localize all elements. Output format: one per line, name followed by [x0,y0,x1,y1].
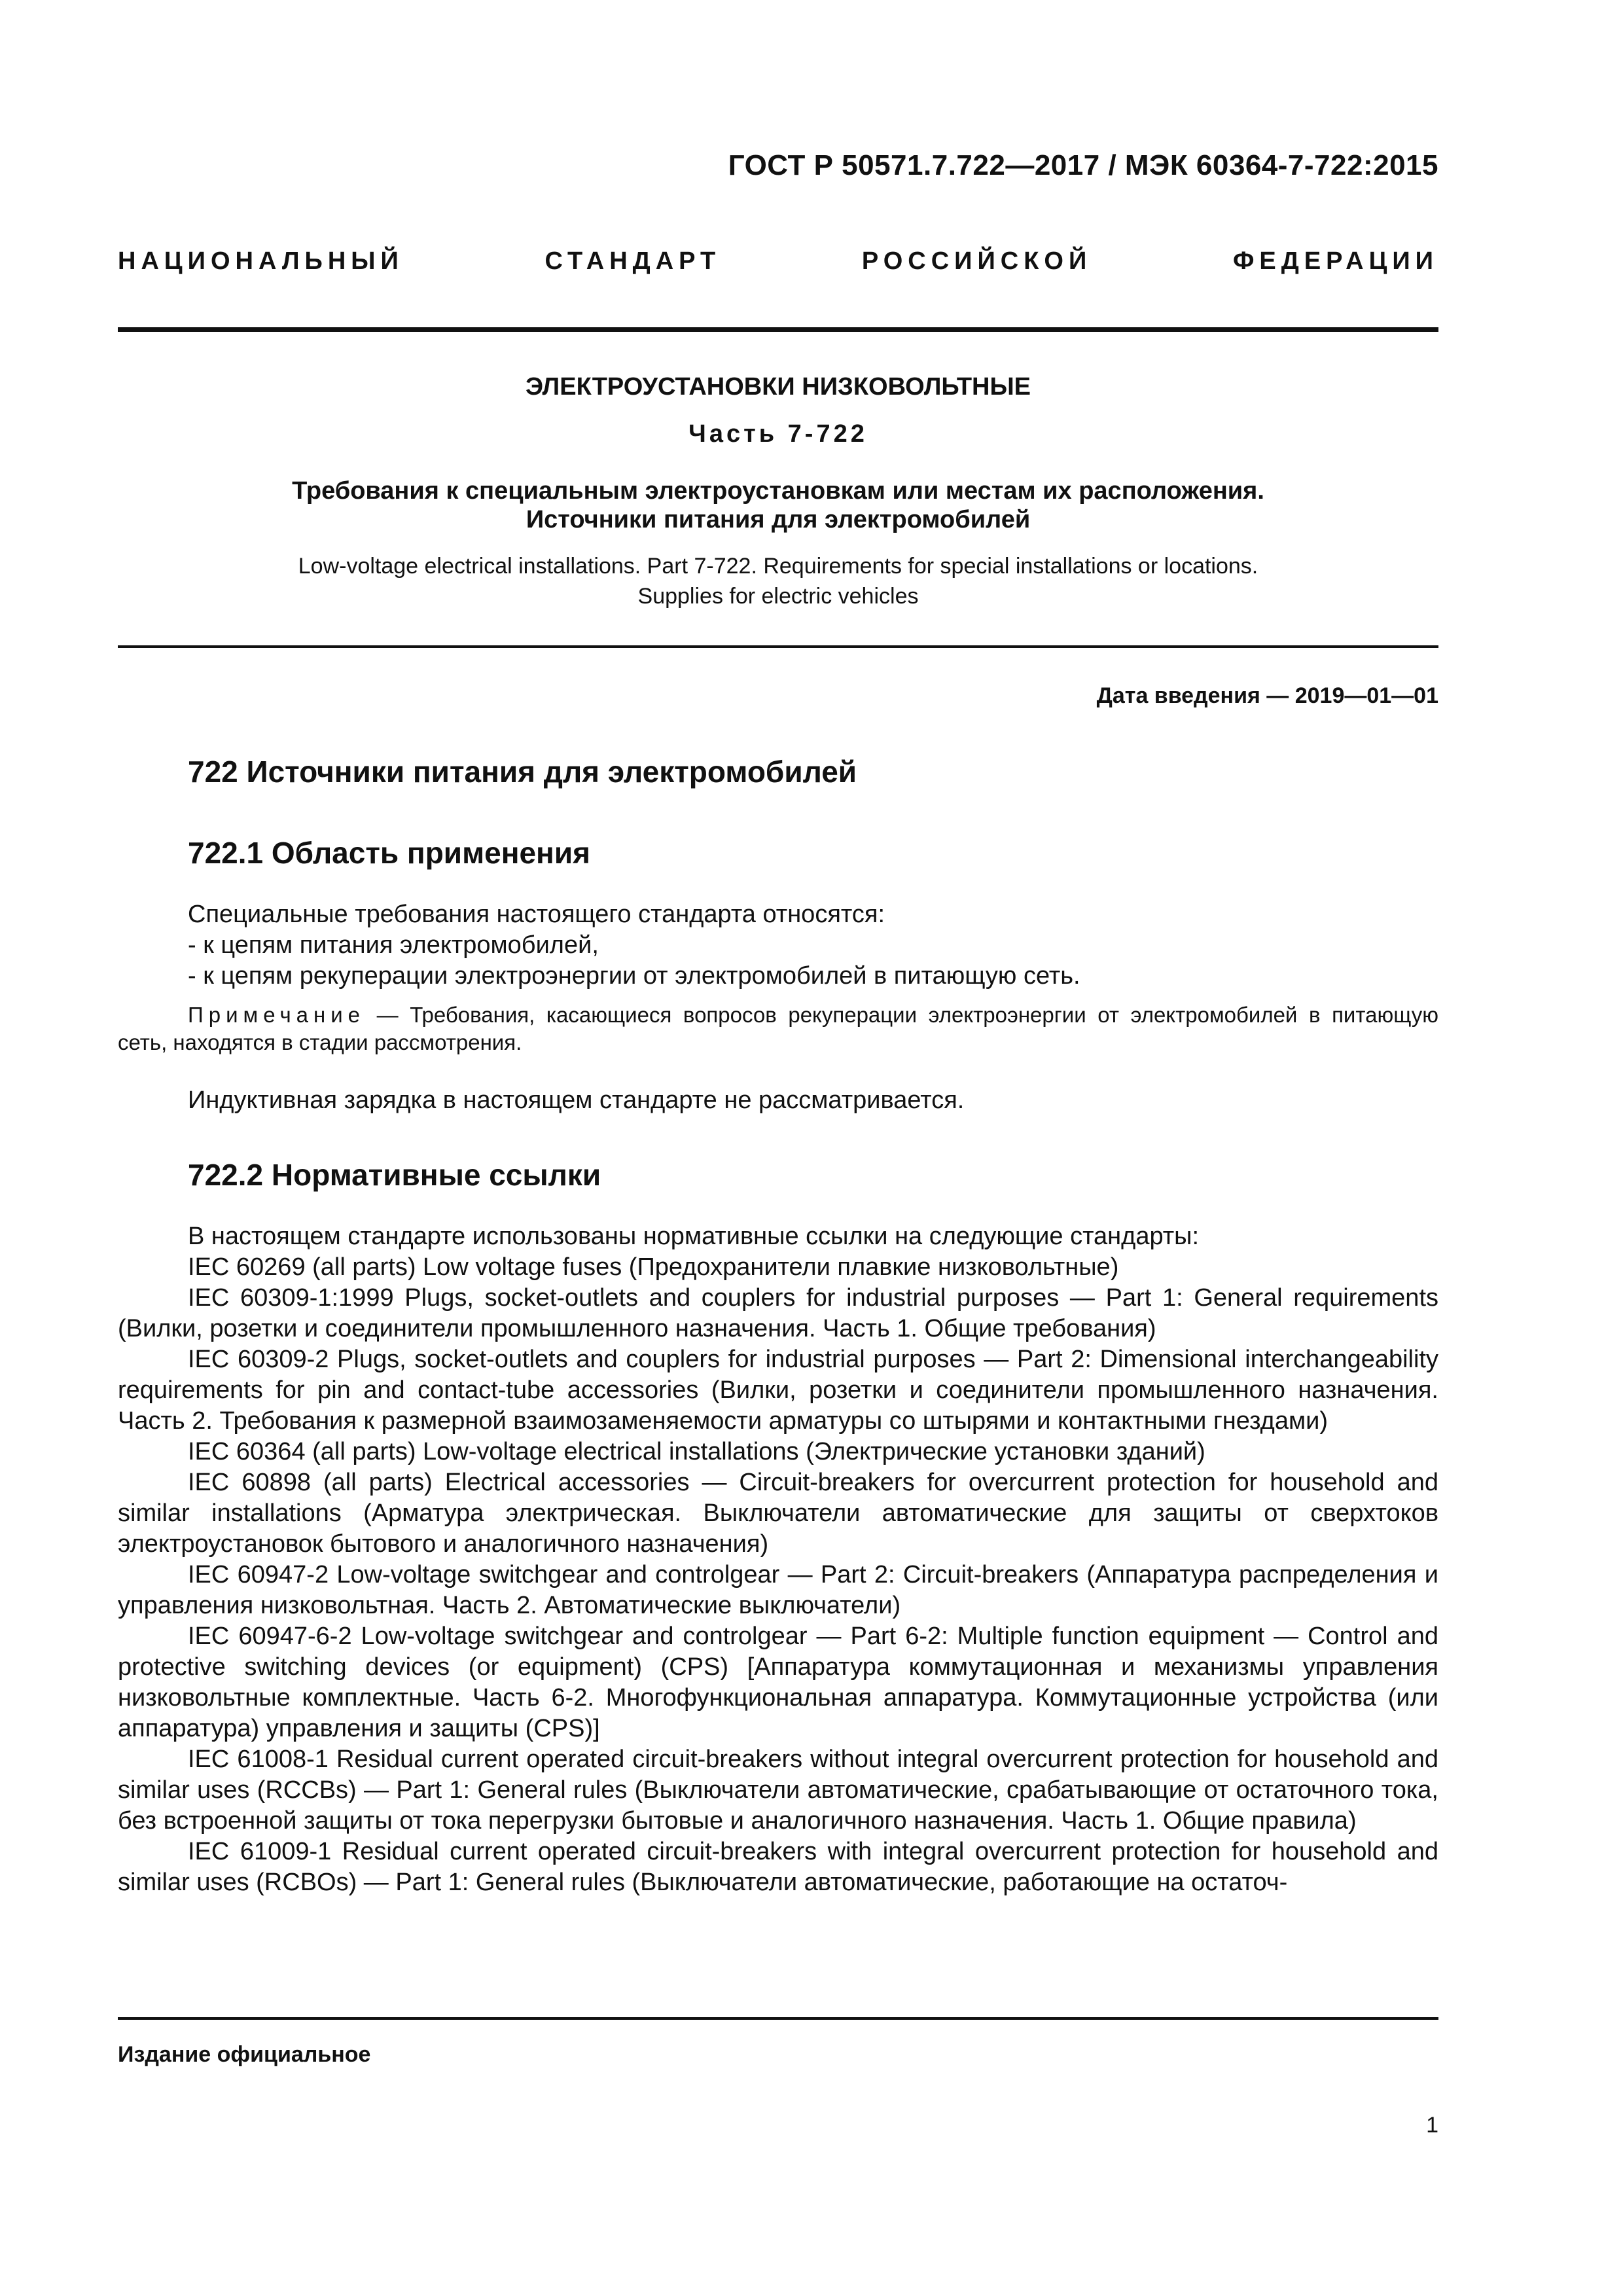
reference-item: IEC 61009-1 Residual current operated circuit-breakers with integral overcurrent protection for household and similar uses (RCBOs) — Part 1: General rules (Выключатели автоматические, работающие на остаточ- [118,1838,1438,1896]
subtitle-line: Требования к специальным электроустановкам или местам их расположения. [292,477,1264,505]
document-page [118,0,1438,2296]
footer-divider [118,2017,1438,2020]
reference-item: IEC 60309-1:1999 Plugs, socket-outlets and couplers for industrial purposes — Part 1: General requirements (Вилки, розетки и соединители промышленного назначения. Часть 1. Общие требования) [118,1284,1438,1342]
section-heading-scope: 722.1 Область применения [188,836,590,870]
reference-item: IEC 60309-2 Plugs, socket-outlets and couplers for industrial purposes — Part 2: Dimensional interchangeability requirements for pin and contact-tube accessories (Вилки, розетки и соединители промышленного назначения. Часть 2. Требования к размерной взаимозаменяемости арматуры со штырями и контактными гнездами) [118,1346,1438,1435]
subtitle-line: Источники питания для электромобилей [526,506,1031,533]
scope-line: - к цепям питания электромобилей, [188,931,599,959]
document-title: ЭЛЕКТРОУСТАНОВКИ НИЗКОВОЛЬТНЫЕ [525,373,1031,401]
section-heading-722: 722 Источники питания для электромобилей [188,755,857,789]
english-title [118,551,1438,611]
edition-label: Издание официальное [118,2042,371,2067]
note-text: — Требования, касающиеся вопросов рекуперации электроэнергии от электромобилей в питающую сеть, находятся в стадии рассмотрения. [118,1003,1438,1054]
scope-paragraph [118,899,1438,992]
reference-item: IEC 60947-6-2 Low-voltage switchgear and controlgear — Part 6-2: Multiple function equipment — Control and protective switching devices (or equipment) (CPS) [Аппаратура коммутационная и механизмы управления низковольтные комплектные. Часть 6-2. Многофункциональная аппаратура. Коммутационные устройства (или аппаратура) управления и защиты (CPS)] [118,1623,1438,1742]
scope-line: Специальные требования настоящего стандарта относятся: [188,901,885,928]
reference-item: IEC 60898 (all parts) Electrical accessories — Circuit-breakers for overcurrent protection for household and similar installations (Арматура электрическая. Выключатели автоматические для защиты от сверхтоков электроустановок бытового и аналогичного назначения) [118,1469,1438,1558]
title-divider [118,645,1438,648]
note-label: Примечание [188,1003,366,1027]
standard-designation: ГОСТ Р 50571.7.722—2017 / МЭК 60364-7-722:2015 [728,149,1438,181]
english-title-line: Low-voltage electrical installations. Part 7-722. Requirements for special installations or locations. [298,554,1258,579]
reference-item: IEC 60364 (all parts) Low-voltage electrical installations (Электрические установки зданий) [188,1438,1205,1465]
section-heading-references: 722.2 Нормативные ссылки [188,1158,601,1192]
inductive-paragraph [118,1085,1438,1116]
title-block [118,370,1438,611]
reference-item: IEC 61008-1 Residual current operated circuit-breakers without integral overcurrent protection for household and similar uses (RCCBs) — Part 1: General rules (Выключатели автоматические, срабатывающие от остаточного тока, без встроенной защиты от тока перегрузки бытовые и аналогичного назначения. Часть 1. Общие правила) [118,1746,1438,1835]
national-standard-banner: НАЦИОНАЛЬНЫЙ СТАНДАРТ РОССИЙСКОЙ ФЕДЕРАЦИИ [118,247,1438,275]
scope-line: - к цепям рекуперации электроэнергии от электромобилей в питающую сеть. [188,962,1080,990]
document-part: Часть 7-722 [688,420,868,448]
introduction-date: Дата введения — 2019—01—01 [1096,683,1438,708]
inductive-text: Индуктивная зарядка в настоящем стандарте не рассматривается. [188,1086,965,1114]
header-divider [118,327,1438,332]
note [118,1001,1438,1056]
page-number: 1 [1426,2113,1438,2138]
references-intro: В настоящем стандарте использованы нормативные ссылки на следующие стандарты: [188,1223,1200,1250]
references-list [118,1221,1438,1898]
document-subtitle [118,476,1438,534]
reference-item: IEC 60947-2 Low-voltage switchgear and controlgear — Part 2: Circuit-breakers (Аппаратура распределения и управления низковольтная. Часть 2. Автоматические выключатели) [118,1561,1438,1619]
reference-item: IEC 60269 (all parts) Low voltage fuses (Предохранители плавкие низковольтные) [188,1253,1119,1281]
english-title-line: Supplies for electric vehicles [637,584,919,609]
